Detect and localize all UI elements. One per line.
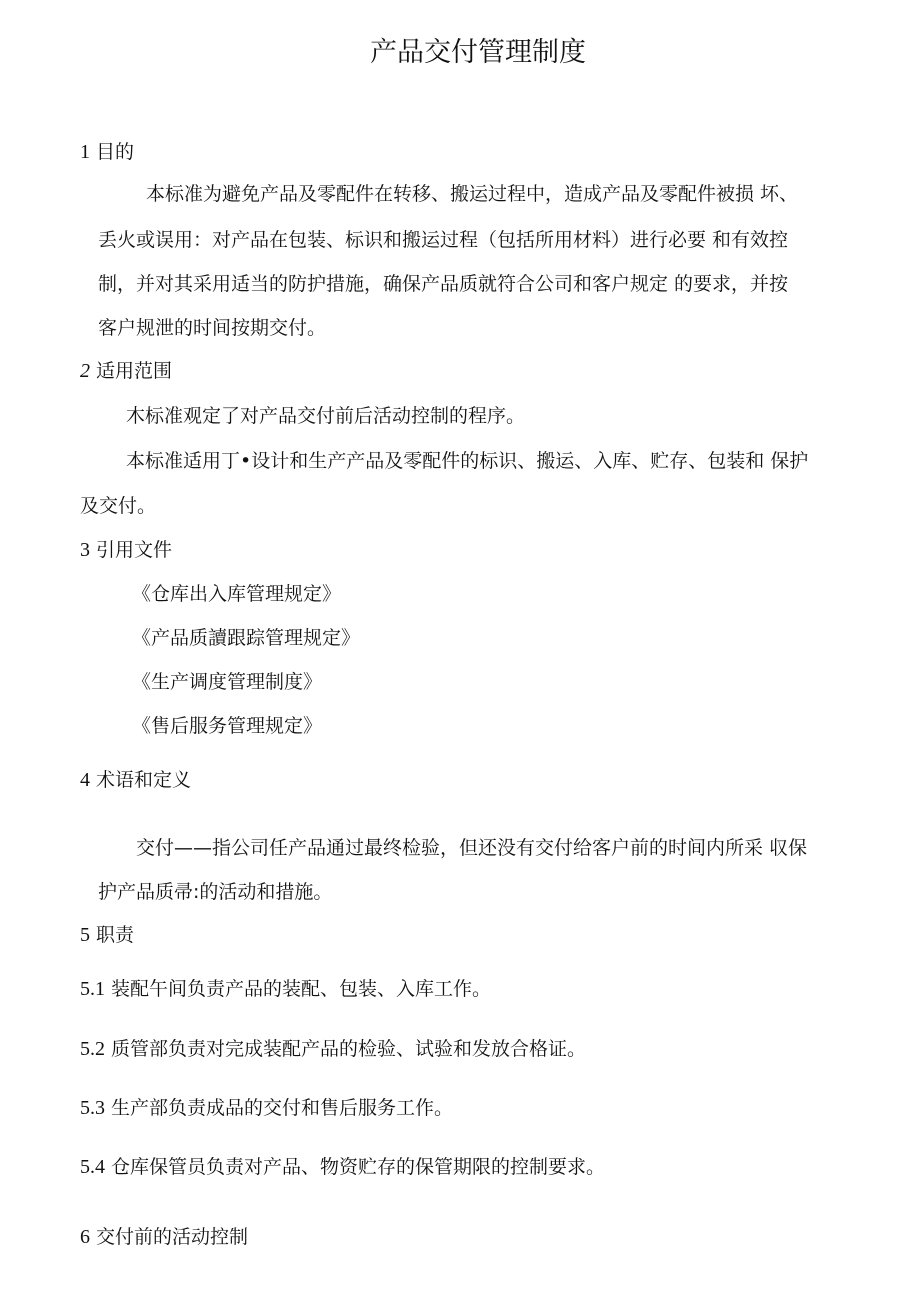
reference-doc-3: 《生产调度管理制度》 xyxy=(132,671,323,693)
duty-item-text: 装配午间负责产品的装配、包装、入库工作。 xyxy=(111,978,492,1000)
reference-doc-4: 《售后服务管理规定》 xyxy=(132,715,323,737)
duty-item-5-4 xyxy=(80,1154,605,1180)
section-6-heading xyxy=(80,1224,248,1250)
section-2-number: 2 xyxy=(80,360,90,382)
duty-item-number: 5.4 xyxy=(80,1156,105,1178)
section-2-heading xyxy=(80,358,172,384)
section-6-title: 交付前的活动控制 xyxy=(96,1226,249,1248)
duty-item-5-3 xyxy=(80,1095,453,1121)
duty-item-number: 5.2 xyxy=(80,1038,105,1060)
section-2-line-1: 木标准观定了对产品交付前后活动控制的程序。 xyxy=(126,405,526,427)
section-3-title: 引用文件 xyxy=(96,539,173,561)
section-3-number: 3 xyxy=(80,539,90,561)
section-2-title: 适用范围 xyxy=(96,360,173,382)
section-4-number: 4 xyxy=(80,769,90,791)
section-1-line-1: 本标准为避免产品及零配件在转移、搬运过程中，造成产品及零配件被损 坏、 xyxy=(146,183,799,205)
duty-item-number: 5.1 xyxy=(80,978,105,1000)
section-3-heading xyxy=(80,537,172,563)
section-4-line-1: 交付——指公司任产品通过最终检验，但还没有交付给客户前的时间内所采 収保 xyxy=(136,837,808,859)
section-1-line-4: 客户规泄的时间按期交付。 xyxy=(98,317,327,339)
section-2-line-3: 及交付。 xyxy=(80,495,157,517)
section-1-title: 目的 xyxy=(96,141,135,163)
section-4-line-2: 护产品质帚:的活动和措施。 xyxy=(98,881,333,903)
reference-doc-2: 《产品质讀跟踪管理规定》 xyxy=(132,627,361,649)
duty-item-text: 仓库保管员负责对产品、物资贮存的保管期限的控制要求。 xyxy=(111,1156,606,1178)
duty-item-5-2 xyxy=(80,1036,586,1062)
duty-item-text: 生产部负责成品的交付和售后服务工作。 xyxy=(111,1097,454,1119)
section-1-heading xyxy=(80,139,134,165)
section-6-number: 6 xyxy=(80,1226,90,1248)
reference-doc-1: 《仓库出入库管理规定》 xyxy=(132,583,342,605)
section-1-line-3: 制，并对其采用适当的防护措施，确保产品质就符合公司和客户规定 的要求，并按 xyxy=(98,273,789,295)
section-5-title: 职责 xyxy=(96,924,135,946)
document-title: 产品交付管理制度 xyxy=(370,37,586,68)
section-1-number: 1 xyxy=(80,141,90,163)
section-1-line-2: 丢火或误用：对产品在包装、标识和搬运过程（包括所用材料）进行必要 和有效控 xyxy=(98,229,789,251)
section-5-number: 5 xyxy=(80,924,90,946)
duty-item-5-1 xyxy=(80,976,491,1002)
section-4-title: 术语和定义 xyxy=(96,769,192,791)
duty-item-number: 5.3 xyxy=(80,1097,105,1119)
section-2-line-2: 本标准适用丁•设计和生产产品及零配件的标识、搬运、入库、贮存、包装和 保护 xyxy=(126,450,809,472)
section-4-heading xyxy=(80,767,191,793)
section-5-heading xyxy=(80,922,134,948)
duty-item-text: 质管部负责对完成装配产品的检验、试验和发放合格证。 xyxy=(111,1038,587,1060)
